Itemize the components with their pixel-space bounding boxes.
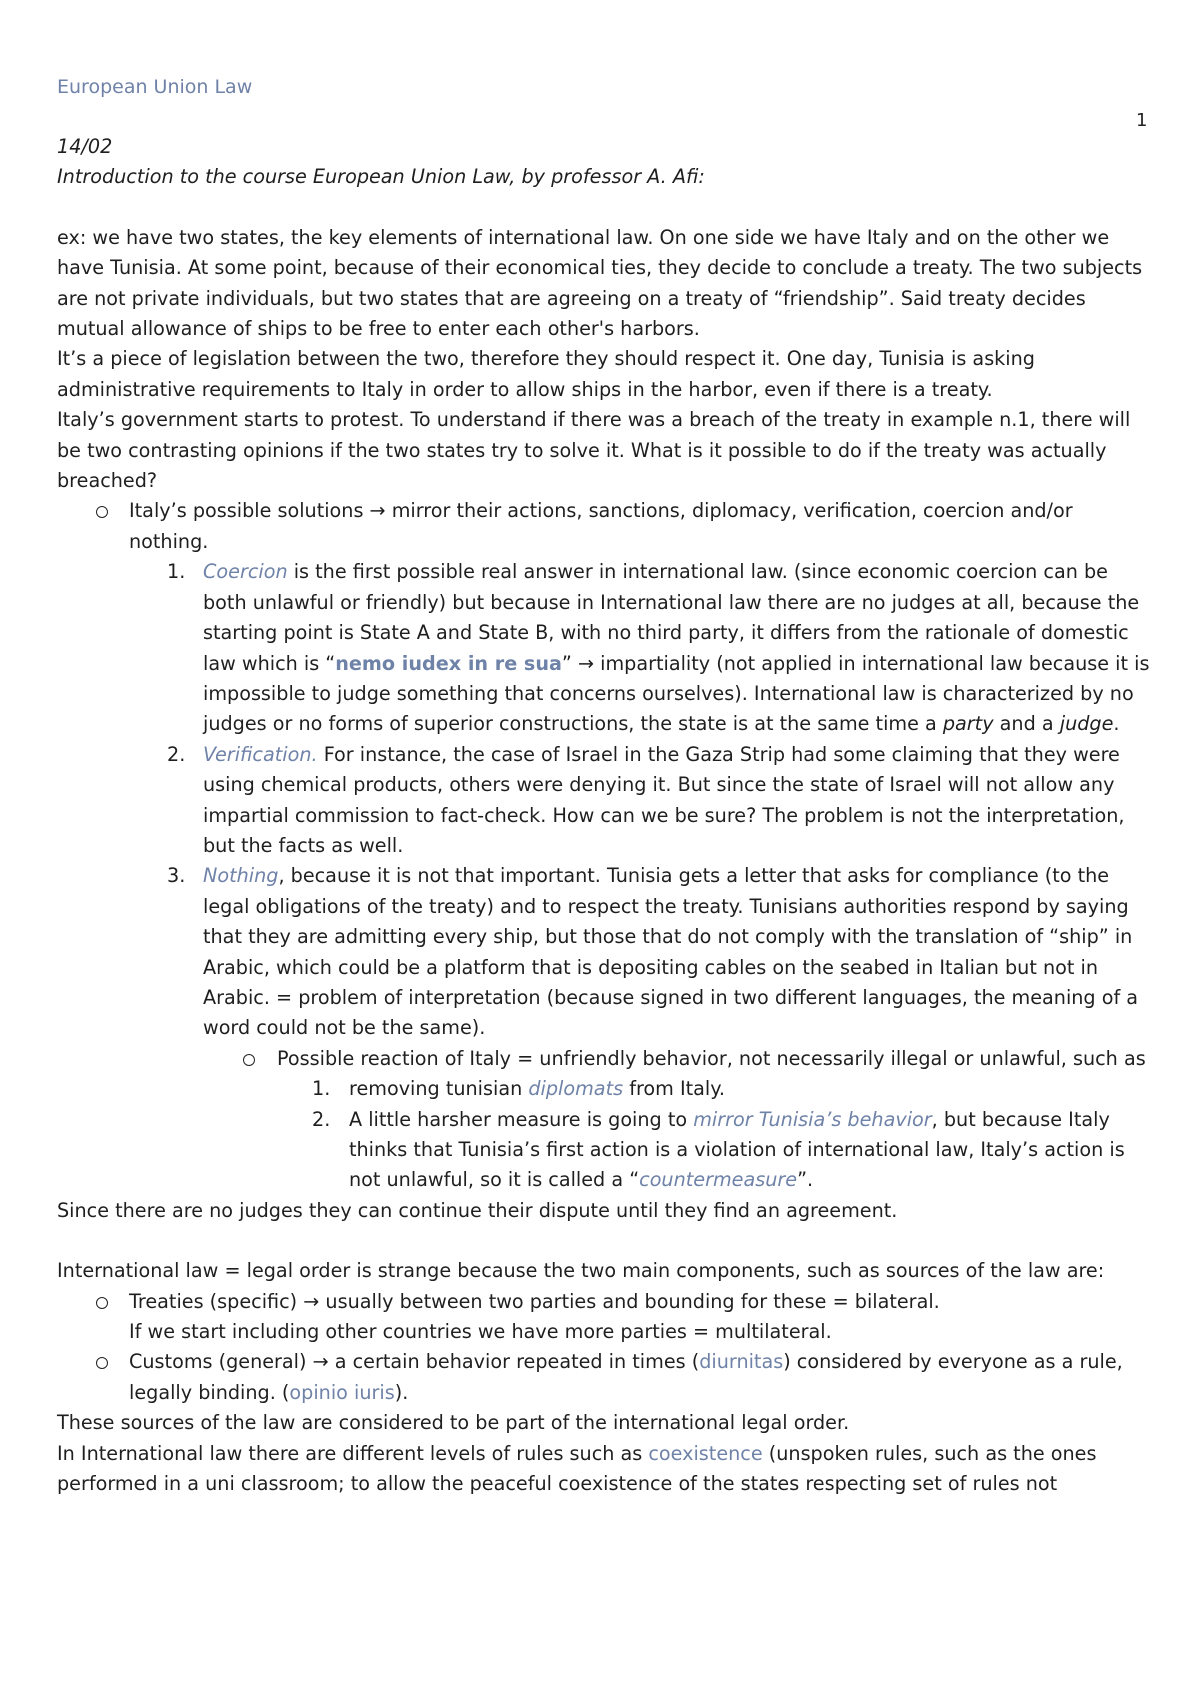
paragraph-example: ex: we have two states, the key elements of international law. On one side we have Italy and on the other we have Tunisia. At some point, because of their economical ties, they decide to conclude a treaty. The two subjects are not private individuals, but two states that are agreeing on a treaty of “friendship”. Said treaty decides mutual allowance of ships to be free to enter each other's harbors. bbox=[57, 225, 1143, 341]
list-number: 2. bbox=[312, 1107, 331, 1131]
mirror-mid: , but because Italy thinks that Tunisia’s first action is a violation of international law, Italy’s action is not unlawful, so it is called a “ bbox=[349, 1107, 1125, 1192]
bullet-treaties bbox=[57, 1287, 1157, 1348]
sub-list-item-diplomats bbox=[57, 1074, 1157, 1104]
sub-list-item-countermeasure bbox=[57, 1105, 1157, 1196]
treaties-line-1: Treaties (specific) → usually between two parties and bounding for these = bilateral. bbox=[129, 1289, 940, 1313]
mirror-pre: A little harsher measure is going to bbox=[349, 1107, 694, 1131]
term-nemo-iudex: nemo iudex in re sua bbox=[335, 651, 562, 675]
term-nothing: Nothing bbox=[203, 864, 279, 888]
list-item-verification bbox=[57, 740, 1157, 862]
term-mirror-behavior: mirror Tunisia’s behavior bbox=[693, 1107, 932, 1131]
nothing-text: , because it is not that important. Tunisia gets a letter that asks for compliance (to the legal obligations of the treaty) and to respect the treaty. Tunisians authorities respond by saying that they are admitting every ship, but those that do not comply with the translation of “ship” in Arabic, which could be a platform that is depositing cables on the seabed in Italian but not in Arabic. = problem of interpretation (because signed in two different languages, the meaning of a word could not be the same). bbox=[203, 864, 1139, 1040]
paragraph-legislation: It’s a piece of legislation between the two, therefore they should respect it. One day, Tunisia is asking administrative requirements to Italy in order to allow ships in the harbor, even if there is a treaty. bbox=[57, 347, 1035, 401]
paragraph-international-law: International law = legal order is strange because the two main components, such as sources of the law are: bbox=[57, 1259, 1105, 1283]
verification-text: For instance, the case of Israel in the Gaza Strip had some claiming that they were using chemical products, others were denying it. But since the state of Israel will not allow any impartial commission to fact-check. How can we be sure? The problem is not the interpretation, but the facts as well. bbox=[203, 742, 1125, 857]
term-coercion: Coercion bbox=[203, 560, 288, 584]
paragraph-coexistence bbox=[57, 1439, 1157, 1500]
list-number: 3. bbox=[167, 864, 186, 888]
list-number: 1. bbox=[167, 560, 186, 584]
coexistence-post: (unspoken rules, such as the ones performed in a uni classroom; to allow the peaceful coexistence of the states respecting set of rules not bbox=[57, 1441, 1097, 1496]
term-judge: judge bbox=[1059, 712, 1114, 736]
list-item-nothing bbox=[57, 861, 1157, 1043]
customs-pre: Customs (general) → a certain behavior repeated in times ( bbox=[129, 1350, 700, 1374]
spacer bbox=[57, 1226, 1157, 1256]
coercion-text-2: ” → impartiality (not applied in international law because it is impossible to judge something that concerns ourselves). International law is characterized by no judges or no forms of superior constructions, the state is at the same time a bbox=[203, 651, 1150, 736]
list-number: 1. bbox=[312, 1077, 331, 1101]
coercion-end: . bbox=[1113, 712, 1120, 736]
paragraph-sources: These sources of the law are considered to be part of the international legal order. bbox=[57, 1411, 850, 1435]
term-opinio-iuris: opinio iuris bbox=[289, 1380, 395, 1404]
paragraph-no-judges: Since there are no judges they can continue their dispute until they find an agreement. bbox=[57, 1198, 898, 1222]
term-coexistence: coexistence bbox=[648, 1441, 763, 1465]
coercion-and-a: and a bbox=[993, 712, 1060, 736]
term-party: party bbox=[942, 712, 994, 736]
document-header: European Union Law bbox=[57, 76, 253, 98]
term-diurnitas: diurnitas bbox=[699, 1350, 784, 1374]
coexistence-pre: In International law there are different levels of rules such as bbox=[57, 1441, 649, 1465]
term-verification: Verification. bbox=[203, 742, 318, 766]
treaties-line-2: If we start including other countries we have more parties = multilateral. bbox=[129, 1320, 832, 1344]
bullet-customs bbox=[57, 1347, 1157, 1408]
lecture-title: Introduction to the course European Union Law, by professor A. Afi: bbox=[57, 165, 705, 189]
document-body bbox=[57, 132, 1157, 1499]
coercion-text-1: is the first possible real answer in international law. (since economic coercion can be both unlawful or friendly) but because in International law there are no judges at all, because the starting point is State A and State B, with no third party, it differs from the rationale of domestic law which is “ bbox=[203, 560, 1140, 675]
list-number: 2. bbox=[167, 742, 186, 766]
date-line: 14/02 bbox=[57, 135, 113, 158]
term-countermeasure: countermeasure bbox=[639, 1168, 798, 1192]
page-number: 1 bbox=[1136, 110, 1148, 131]
paragraph-protest: Italy’s government starts to protest. To understand if there was a breach of the treaty in example n.1, there will be two contrasting opinions if the two states try to solve it. What is it possible to do if the treaty was actually breached? bbox=[57, 408, 1131, 493]
spacer bbox=[57, 193, 1157, 223]
customs-mid: ) considered by everyone as a rule, legally binding. ( bbox=[129, 1350, 1123, 1404]
sub-bullet-reaction: Possible reaction of Italy = unfriendly behavior, not necessarily illegal or unlawful, such as bbox=[57, 1044, 1157, 1074]
diplomats-pre: removing tunisian bbox=[349, 1077, 529, 1101]
bullet-solutions: Italy’s possible solutions → mirror their actions, sanctions, diplomacy, verification, coercion and/or nothing. bbox=[57, 496, 1157, 557]
list-item-coercion bbox=[57, 557, 1157, 739]
diplomats-post: from Italy. bbox=[623, 1077, 725, 1101]
customs-post: ). bbox=[394, 1380, 409, 1404]
term-diplomats: diplomats bbox=[528, 1077, 624, 1101]
mirror-post: ”. bbox=[797, 1168, 814, 1192]
